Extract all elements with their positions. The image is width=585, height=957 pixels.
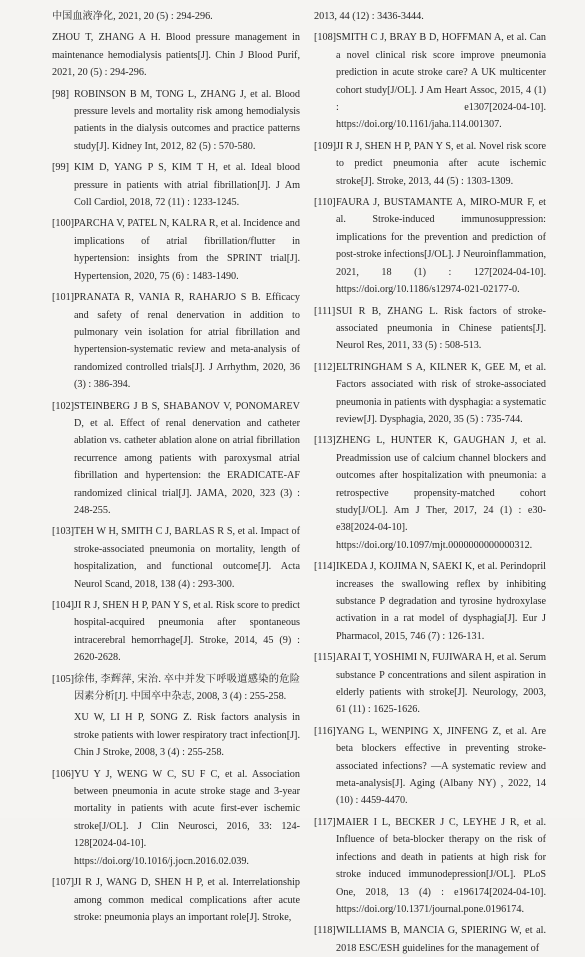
reference-text: YANG L, WENPING X, JINFENG Z, et al. Are beta blockers effective in preventing stroke-associated infections? —A systematic review and meta-analysis[J]. Aging (Albany NY) , 2022, 14 (10) : 4459-4470. [336,725,546,807]
reference-number: [114] [314,561,336,573]
reference-number: [112] [314,361,336,373]
reference-entry [52,709,300,761]
reference-text: 2013, 44 (12) : 3436-3444. [314,11,424,22]
reference-number: [108] [314,32,337,44]
reference-number: [110] [314,197,336,209]
reference-text: XU W, LI H P, SONG Z. Risk factors analysis in stroke patients with lower respiratory tract infection[J]. Chin J Stroke, 2008, 3 (4) : 255-258. [74,712,300,759]
reference-number: [104] [52,600,75,611]
reference-entry [52,8,300,25]
reference-entry [314,558,546,645]
reference-text: STEINBERG J B S, SHABANOV V, PONOMAREV D, et al. Effect of renal denervation and catheter ablation vs. catheter ablation alone on atrial fibrillation recurrence among patients with paroxysmal atrial fibrillation and hypertension: the ERADICATE-AF randomized clinical trial[J]. JAMA, 2020, 323 (3) : 248-255. [74,400,300,516]
reference-entry [52,29,300,81]
reference-text: ARAI T, YOSHIMI N, FUJIWARA H, et al. Serum substance P concentrations and silent aspiration in elderly patients with stroke[J]. Neurology, 2003, 61 (11) : 1625-1626. [336,652,546,716]
right-reference-column [314,8,546,957]
reference-entry [314,303,546,355]
reference-number: [117] [314,816,336,828]
reference-number: [116] [314,725,336,737]
reference-text: SUI R B, ZHANG L. Risk factors of stroke-associated pneumonia in Chinese patients[J]. Neurol Res, 2011, 33 (5) : 508-513. [336,305,546,352]
reference-number: [111] [314,305,336,317]
reference-text: 徐伟, 李辉萍, 宋治. 卒中并发下呼吸道感染的危险因素分析[J]. 中国卒中杂志, 2008, 3 (4) : 255-258. [74,673,300,703]
reference-entry [314,29,546,133]
reference-number: [101] [52,292,75,304]
reference-text: SMITH C J, BRAY B D, HOFFMAN A, et al. Can a novel clinical risk score improve pneumonia prediction in acute stroke care? A UK multicenter cohort study[J/OL]. J Am Heart Assoc, 2015, 4 (1) : e1307[2024-04-10]. https://doi.org/10.1161/jaha.114.001307. [336,32,546,131]
reference-entry [314,649,546,719]
reference-text: YU Y J, WENG W C, SU F C, et al. Association between pneumonia in acute stroke stage and 3-year mortality in patients with acute first-ever ischemic stroke[J/OL]. J Clin Neurosci, 2016, 33: 124-128[2024-04-10]. https://doi.org/10.1016/j.jocn.2016.02.039. [74,768,300,867]
reference-text: ZHENG L, HUNTER K, GAUGHAN J, et al. Preadmission use of calcium channel blockers and outcomes after hospitalization with pneumonia: a retrospective propensity-matched cohort study[J/OL]. Am J Ther, 2017, 24 (1) : e30-e38[2024-04-10]. https://doi.org/10.1097/mjt.0000000000000312. [336,435,546,551]
reference-entry [52,523,300,593]
reference-entry [314,359,546,429]
reference-text: KIM D, YANG P S, KIM T H, et al. Ideal blood pressure in patients with atrial fibrillation[J]. J Am Coll Cardiol, 2018, 72 (11) : 1233-1245. [74,162,300,209]
reference-entry [52,874,300,926]
reference-entry [52,597,300,667]
reference-entry [52,398,300,520]
reference-entry [314,723,546,810]
reference-text: 中国血液净化, 2021, 20 (5) : 294-296. [52,11,213,22]
reference-text: TEH W H, SMITH C J, BARLAS R S, et al. Impact of stroke-associated pneumonia on mortality, length of hospitalization, and functional outcome[J]. Acta Neurol Scand, 2018, 138 (4) : 293-300. [74,526,300,590]
reference-entry [314,138,546,190]
reference-number: [103] [52,526,75,538]
reference-entry [52,159,300,211]
reference-text: PRANATA R, VANIA R, RAHARJO S B. Efficacy and safety of renal denervation in addition to pulmonary vein isolation for atrial fibrillation and hypertension-systematic review and meta-analysis of randomized controlled trials[J]. J Arrhythm, 2020, 36 (3) : 386-394. [74,292,300,391]
reference-number: [98] [52,88,69,100]
reference-number: [113] [314,435,336,447]
reference-number: [107] [52,877,75,889]
reference-entry [52,86,300,156]
reference-number: [118] [314,925,336,937]
reference-entry [52,671,300,706]
reference-text: WILLIAMS B, MANCIA G, SPIERING W, et al. 2018 ESC/ESH guidelines for the management of [336,925,546,954]
reference-text: IKEDA J, KOJIMA N, SAEKI K, et al. Perindopril increases the swallowing reflex by inhibiting substance P degradation and tyrosine hydroxylase activation in a rat model of dysphagia[J]. Eur J Pharmacol, 2015, 746 (7) : 126-131. [336,561,546,642]
left-reference-column [52,8,300,926]
reference-number: [115] [314,652,336,664]
reference-entry [314,432,546,554]
reference-number: [102] [52,400,75,412]
reference-number: [99] [52,162,69,174]
reference-entry [314,922,546,957]
reference-number: [106] [52,768,75,780]
reference-entry [52,215,300,285]
reference-text: MAIER I L, BECKER J C, LEYHE J R, et al. Influence of beta-blocker therapy on the risk of infections and death in patients at high risk for stroke induced immunodepression[J/OL]. PLoS One, 2018, 13 (4) : e196174[2024-04-10]. https://doi.org/10.1371/journal.pone.0196174. [336,816,546,915]
reference-text: ELTRINGHAM S A, KILNER K, GEE M, et al. Factors associated with risk of stroke-associated pneumonia in patients with dysphagia: a systematic review[J]. Dysphagia, 2020, 35 (5) : 735-744. [336,361,546,425]
reference-text: ZHOU T, ZHANG A H. Blood pressure management in maintenance hemodialysis patients[J]. Chin J Blood Purif, 2021, 20 (5) : 294-296. [52,32,300,79]
reference-entry [52,289,300,393]
reference-text: FAURA J, BUSTAMANTE A, MIRO-MUR F, et al. Stroke-induced immunosuppression: implications for the prevention and prediction of post-stroke infections[J/OL]. J Neuroinflammation, 2021, 18 (1) : 127[2024-04-10]. https://doi.org/10.1186/s12974-021-02177-0. [336,197,546,296]
reference-number: [109] [314,140,337,152]
reference-text: JI R J, SHEN H P, PAN Y S, et al. Novel risk score to predict pneumonia after acute ischemic stroke[J]. Stroke, 2013, 44 (5) : 1303-1309. [336,140,546,187]
reference-text: JI R J, WANG D, SHEN H P, et al. Interrelationship among common medical complications after acute stroke: pneumonia plays an important role[J]. Stroke, [74,877,300,923]
reference-text: ROBINSON B M, TONG L, ZHANG J, et al. Blood pressure levels and mortality risk among hemodialysis patients in the dialysis outcomes and practice patterns study[J]. Kidney Int, 2012, 82 (5) : 570-580. [74,88,300,152]
reference-number: [105] [52,673,75,685]
reference-entry [314,8,546,25]
reference-text: PARCHA V, PATEL N, KALRA R, et al. Incidence and implications of atrial fibrillation/flutter in hypertension: insights from the SPRINT trial[J]. Hypertension, 2020, 75 (6) : 1483-1490. [74,218,300,282]
reference-entry [314,814,546,918]
reference-entry [314,194,546,298]
reference-text: JI R J, SHEN H P, PAN Y S, et al. Risk score to predict hospital-acquired pneumonia after spontaneous intracerebral hemorrhage[J]. Stroke, 2014, 45 (9) : 2620-2628. [74,600,300,664]
reference-number: [100] [52,218,75,230]
